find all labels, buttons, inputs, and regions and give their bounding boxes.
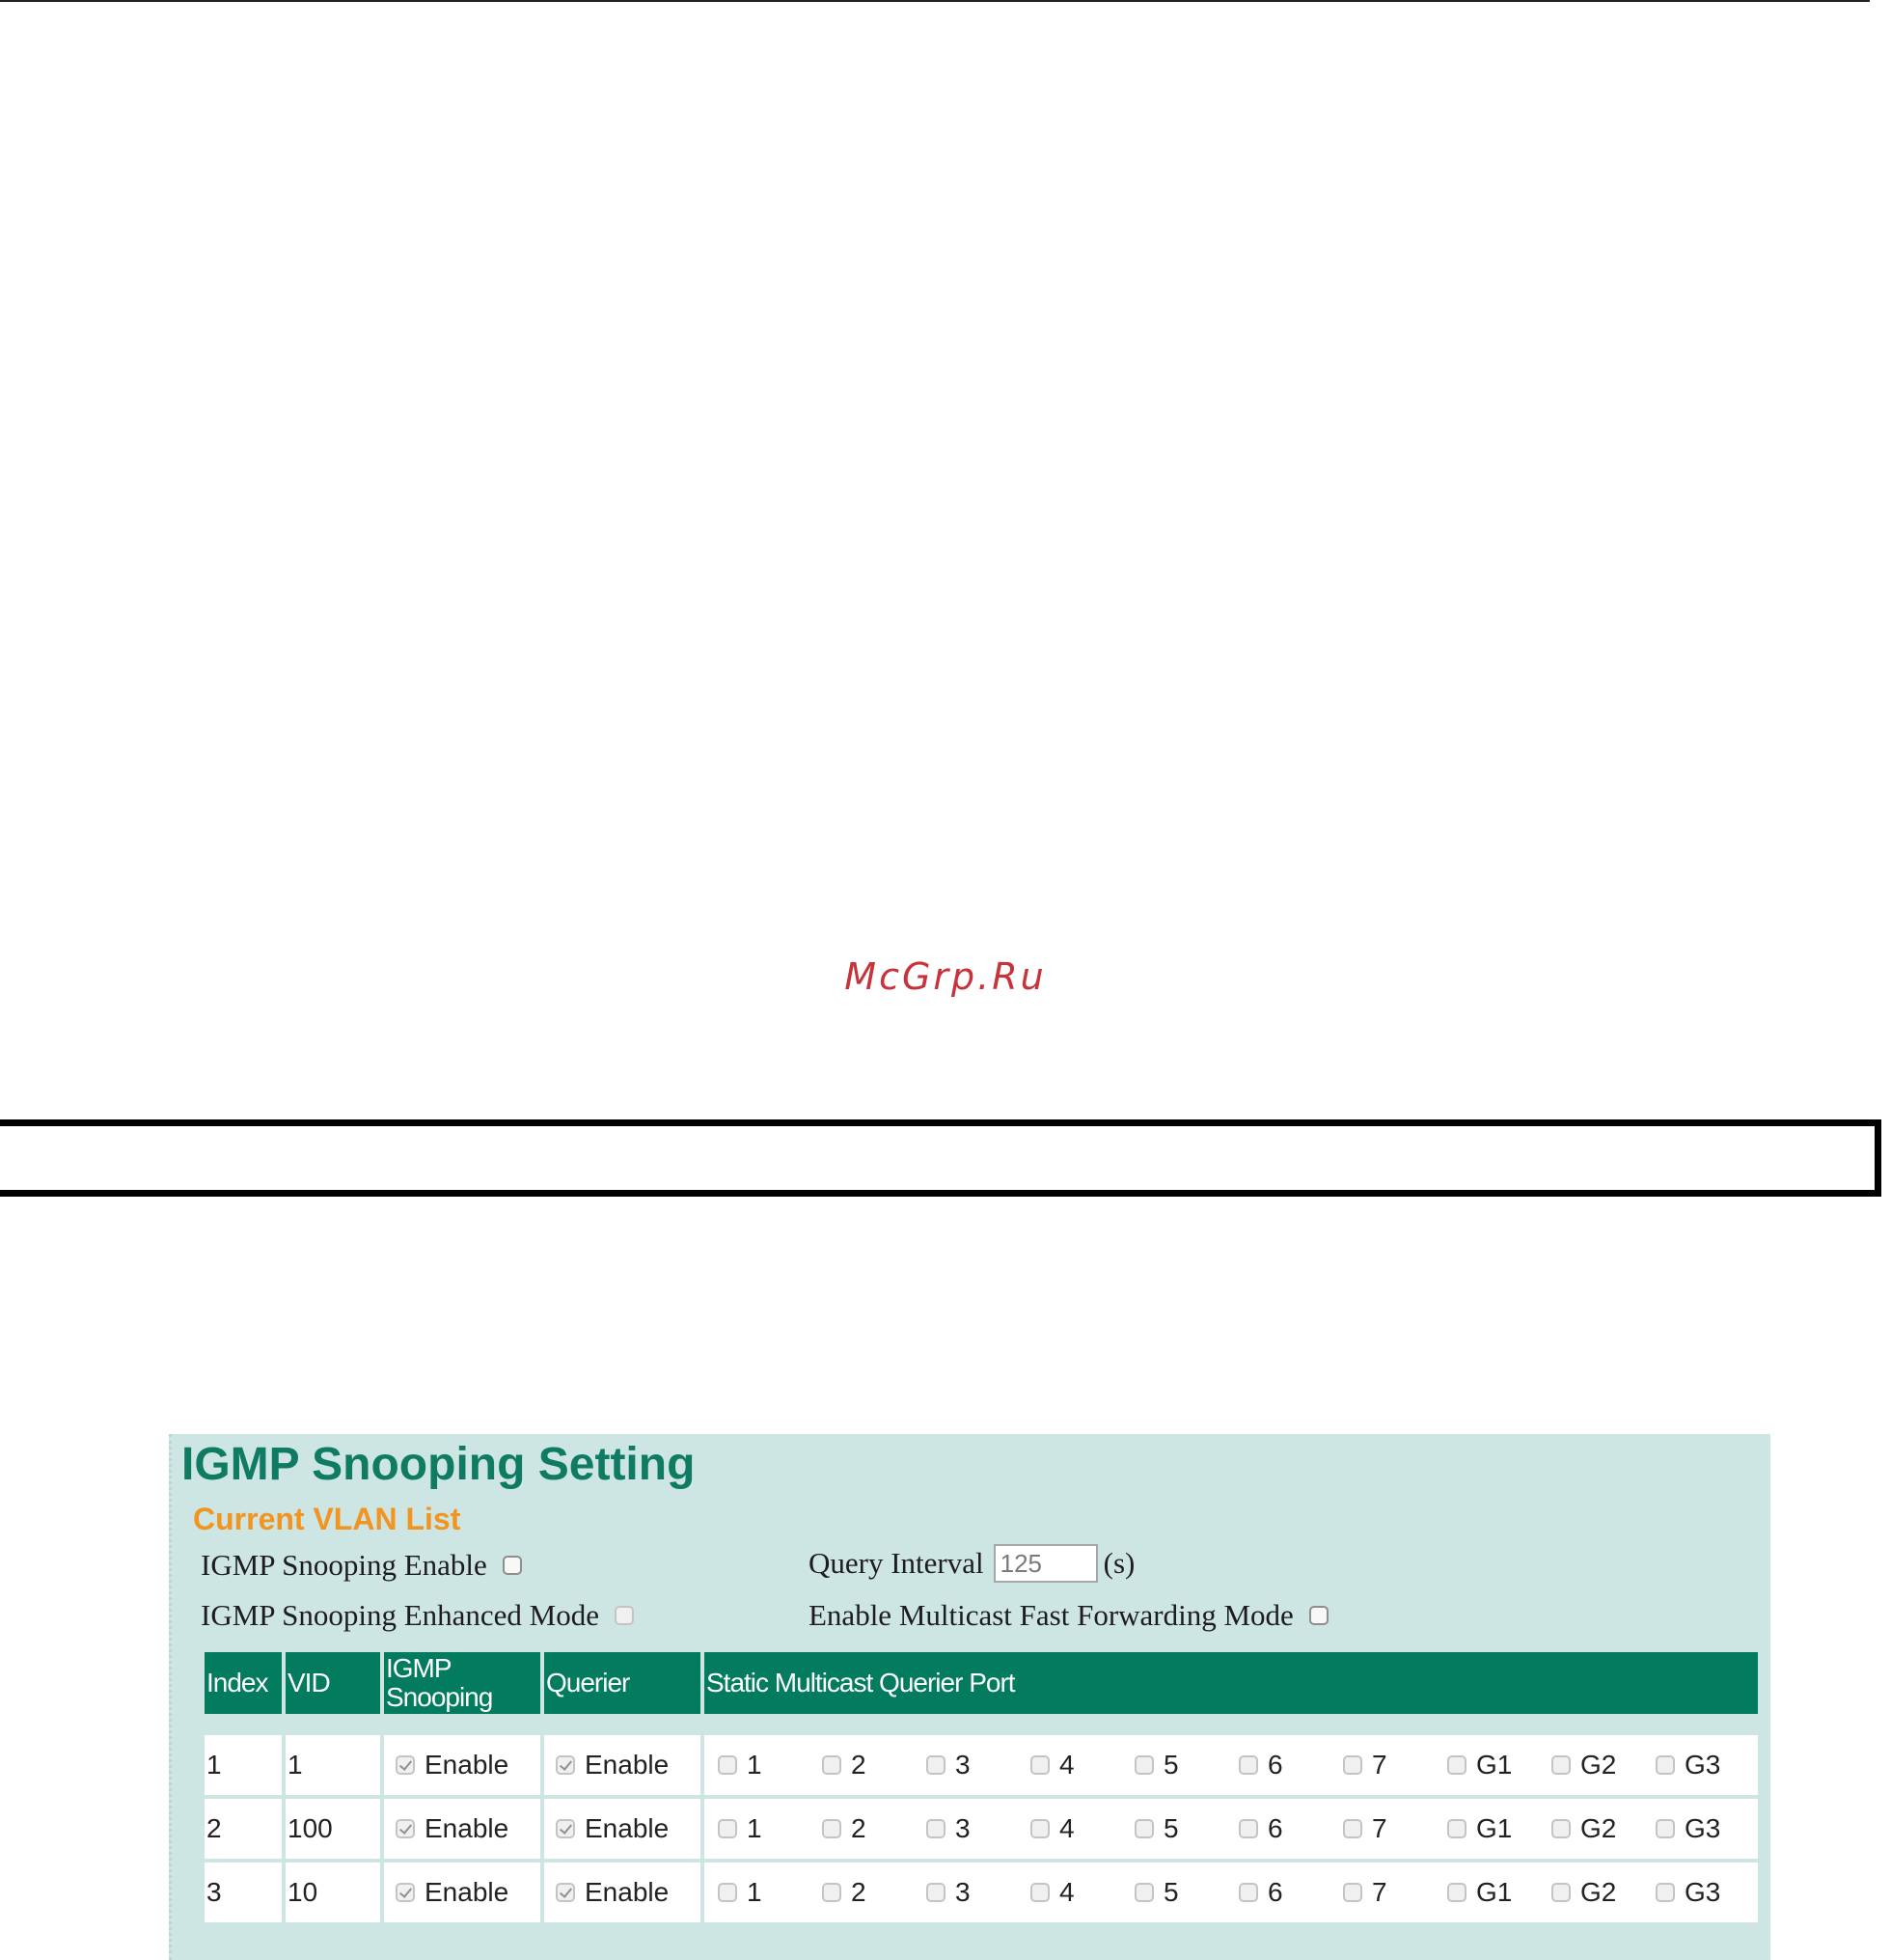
port-option[interactable] — [1540, 1813, 1644, 1844]
port-label: G3 — [1685, 1813, 1721, 1843]
port-label: 2 — [851, 1750, 866, 1780]
header-vid: VID — [286, 1652, 380, 1714]
port-option[interactable] — [1227, 1877, 1331, 1908]
port-label: 4 — [1059, 1813, 1075, 1843]
table-row — [205, 1863, 1758, 1922]
querier-toggle[interactable] — [546, 1813, 669, 1844]
port-option[interactable] — [1644, 1750, 1748, 1781]
port-checkbox[interactable] — [926, 1819, 946, 1838]
port-option[interactable] — [1019, 1813, 1123, 1844]
port-checkbox[interactable] — [718, 1883, 737, 1902]
igmp-snooping-label: Enable — [425, 1812, 509, 1843]
fast-forwarding-checkbox[interactable] — [1309, 1606, 1329, 1625]
port-label: G2 — [1580, 1877, 1617, 1907]
port-label: G2 — [1580, 1813, 1617, 1843]
row-vid: 1 — [286, 1735, 380, 1795]
table-spacer — [205, 1718, 1758, 1731]
row-igmp-snooping-cell — [384, 1863, 540, 1922]
query-interval-option — [808, 1544, 1135, 1583]
port-label: 2 — [851, 1877, 866, 1907]
row-index: 2 — [205, 1799, 282, 1859]
header-index: Index — [205, 1652, 282, 1714]
snooping-enable-option — [201, 1548, 522, 1583]
snooping-enable-label: IGMP Snooping Enable — [201, 1548, 487, 1582]
port-label: G1 — [1476, 1813, 1513, 1843]
port-checkbox[interactable] — [822, 1755, 841, 1775]
port-list — [706, 1750, 1756, 1781]
vlan-rows — [205, 1735, 1758, 1922]
port-label: G1 — [1476, 1877, 1513, 1907]
port-option[interactable] — [1436, 1813, 1540, 1844]
port-checkbox[interactable] — [1135, 1755, 1154, 1775]
port-checkbox[interactable] — [1030, 1819, 1050, 1838]
port-option[interactable] — [915, 1877, 1019, 1908]
igmp-settings-panel — [169, 1434, 1770, 1960]
port-label: 3 — [955, 1877, 971, 1907]
querier-checkbox[interactable] — [556, 1883, 575, 1902]
port-option[interactable] — [1227, 1750, 1331, 1781]
port-checkbox[interactable] — [822, 1883, 841, 1902]
port-checkbox[interactable] — [1656, 1819, 1675, 1838]
port-checkbox[interactable] — [1030, 1755, 1050, 1775]
port-label: 7 — [1372, 1750, 1387, 1780]
port-option[interactable] — [706, 1877, 810, 1908]
port-label: 4 — [1059, 1750, 1075, 1780]
port-label: 1 — [747, 1877, 762, 1907]
port-option[interactable] — [1123, 1813, 1227, 1844]
port-checkbox[interactable] — [1551, 1883, 1571, 1902]
port-option[interactable] — [1540, 1750, 1644, 1781]
table-row — [205, 1735, 1758, 1795]
igmp-snooping-checkbox[interactable] — [396, 1883, 415, 1902]
igmp-snooping-toggle[interactable] — [386, 1877, 508, 1908]
port-option[interactable] — [810, 1750, 915, 1781]
vlan-table — [201, 1648, 1762, 1926]
snooping-enable-checkbox[interactable] — [503, 1556, 522, 1575]
row-igmp-snooping-cell — [384, 1799, 540, 1859]
black-frame-box — [0, 1119, 1881, 1197]
enhanced-mode-checkbox[interactable] — [615, 1606, 634, 1625]
igmp-snooping-toggle[interactable] — [386, 1750, 508, 1781]
port-option[interactable] — [1019, 1877, 1123, 1908]
header-querier: Querier — [544, 1652, 700, 1714]
port-checkbox[interactable] — [926, 1755, 946, 1775]
port-label: 6 — [1268, 1813, 1283, 1843]
port-option[interactable] — [1019, 1750, 1123, 1781]
port-option[interactable] — [1123, 1750, 1227, 1781]
port-checkbox[interactable] — [1551, 1755, 1571, 1775]
query-interval-unit: (s) — [1103, 1546, 1136, 1580]
row-static-ports — [704, 1799, 1758, 1859]
port-option[interactable] — [1227, 1813, 1331, 1844]
querier-checkbox[interactable] — [556, 1755, 575, 1775]
port-option[interactable] — [1331, 1813, 1436, 1844]
fast-forwarding-label: Enable Multicast Fast Forwarding Mode — [808, 1598, 1294, 1632]
section-subtitle: Current VLAN List — [193, 1502, 461, 1536]
query-interval-label: Query Interval — [808, 1546, 984, 1580]
querier-label: Enable — [585, 1749, 670, 1780]
port-option[interactable] — [810, 1813, 915, 1844]
querier-label: Enable — [585, 1812, 670, 1843]
port-option[interactable] — [1436, 1877, 1540, 1908]
top-rule — [0, 0, 1870, 2]
row-querier-cell — [544, 1735, 700, 1795]
port-option[interactable] — [915, 1813, 1019, 1844]
row-vid: 100 — [286, 1799, 380, 1859]
port-label: 4 — [1059, 1877, 1075, 1907]
table-header-row — [205, 1652, 1758, 1714]
row-index: 3 — [205, 1863, 282, 1922]
port-option[interactable] — [1436, 1750, 1540, 1781]
row-querier-cell — [544, 1799, 700, 1859]
port-label: 1 — [747, 1813, 762, 1843]
querier-label: Enable — [585, 1876, 670, 1907]
igmp-snooping-label: Enable — [425, 1876, 509, 1907]
port-checkbox[interactable] — [926, 1883, 946, 1902]
table-row — [205, 1799, 1758, 1859]
port-checkbox[interactable] — [1447, 1883, 1466, 1902]
port-label: G1 — [1476, 1750, 1513, 1780]
header-igmp-snooping — [384, 1652, 540, 1714]
port-checkbox[interactable] — [1239, 1819, 1258, 1838]
port-label: 3 — [955, 1750, 971, 1780]
port-label: 7 — [1372, 1813, 1387, 1843]
row-querier-cell — [544, 1863, 700, 1922]
header-igmp-line1: IGMP — [386, 1653, 452, 1683]
port-option[interactable] — [1331, 1877, 1436, 1908]
port-label: G2 — [1580, 1750, 1617, 1780]
port-checkbox[interactable] — [822, 1819, 841, 1838]
row-igmp-snooping-cell — [384, 1735, 540, 1795]
port-label: 1 — [747, 1750, 762, 1780]
port-label: 7 — [1372, 1877, 1387, 1907]
port-label: 6 — [1268, 1750, 1283, 1780]
port-label: 2 — [851, 1813, 866, 1843]
port-label: 5 — [1164, 1813, 1179, 1843]
port-option[interactable] — [1540, 1877, 1644, 1908]
header-igmp-line2: Snooping — [386, 1682, 493, 1712]
port-checkbox[interactable] — [1551, 1819, 1571, 1838]
enhanced-mode-label: IGMP Snooping Enhanced Mode — [201, 1598, 600, 1632]
port-option[interactable] — [706, 1813, 810, 1844]
igmp-snooping-checkbox[interactable] — [396, 1755, 415, 1775]
header-static-port: Static Multicast Querier Port — [704, 1652, 1758, 1714]
port-checkbox[interactable] — [1656, 1883, 1675, 1902]
row-static-ports — [704, 1735, 1758, 1795]
row-index: 1 — [205, 1735, 282, 1795]
row-vid: 10 — [286, 1863, 380, 1922]
port-checkbox[interactable] — [1239, 1883, 1258, 1902]
port-checkbox[interactable] — [1447, 1819, 1466, 1838]
port-checkbox[interactable] — [1343, 1819, 1362, 1838]
port-option[interactable] — [1331, 1750, 1436, 1781]
row-static-ports — [704, 1863, 1758, 1922]
port-label: 6 — [1268, 1877, 1283, 1907]
port-checkbox[interactable] — [1343, 1755, 1362, 1775]
watermark: McGrp.Ru — [844, 955, 1047, 998]
port-option[interactable] — [706, 1750, 810, 1781]
port-option[interactable] — [1644, 1877, 1748, 1908]
port-label: 5 — [1164, 1877, 1179, 1907]
port-option[interactable] — [1123, 1877, 1227, 1908]
query-interval-input[interactable]: 125 — [994, 1544, 1098, 1583]
port-label: 3 — [955, 1813, 971, 1843]
port-option[interactable] — [915, 1750, 1019, 1781]
port-label: G3 — [1685, 1877, 1721, 1907]
port-checkbox[interactable] — [1135, 1819, 1154, 1838]
port-option[interactable] — [1644, 1813, 1748, 1844]
fast-forwarding-option — [808, 1598, 1329, 1633]
port-option[interactable] — [810, 1877, 915, 1908]
enhanced-mode-option — [201, 1598, 634, 1633]
port-label: 5 — [1164, 1750, 1179, 1780]
port-checkbox[interactable] — [718, 1755, 737, 1775]
port-checkbox[interactable] — [1343, 1883, 1362, 1902]
querier-toggle[interactable] — [546, 1750, 669, 1781]
port-list — [706, 1877, 1756, 1908]
port-checkbox[interactable] — [1030, 1883, 1050, 1902]
port-list — [706, 1813, 1756, 1844]
port-label: G3 — [1685, 1750, 1721, 1780]
port-checkbox[interactable] — [1239, 1755, 1258, 1775]
port-checkbox[interactable] — [1447, 1755, 1466, 1775]
igmp-snooping-label: Enable — [425, 1749, 509, 1780]
port-checkbox[interactable] — [1656, 1755, 1675, 1775]
igmp-snooping-toggle[interactable] — [386, 1813, 508, 1844]
page-title: IGMP Snooping Setting — [181, 1439, 696, 1490]
querier-toggle[interactable] — [546, 1877, 669, 1908]
port-checkbox[interactable] — [718, 1819, 737, 1838]
querier-checkbox[interactable] — [556, 1819, 575, 1838]
port-checkbox[interactable] — [1135, 1883, 1154, 1902]
igmp-snooping-checkbox[interactable] — [396, 1819, 415, 1838]
